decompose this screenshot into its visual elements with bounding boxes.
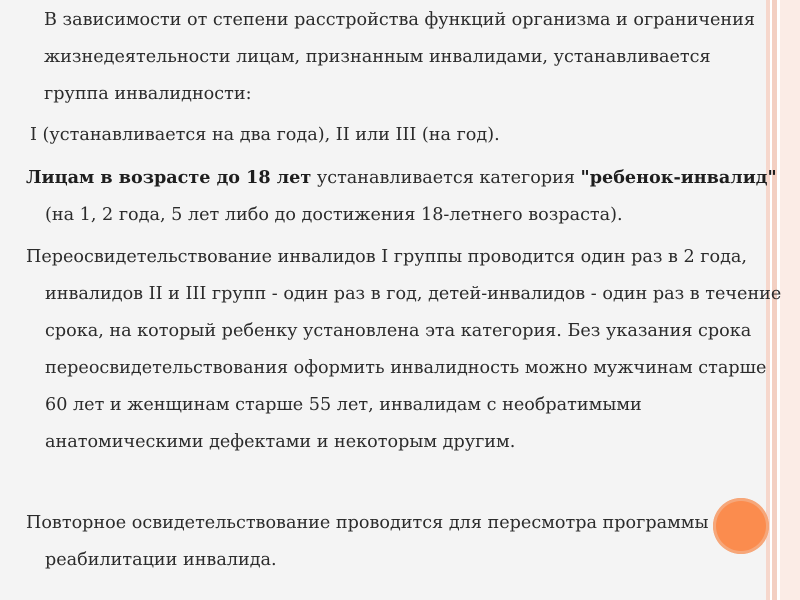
- paragraph-disability-group-intro: В зависимости от степени расстройства функций организма и ограничения жизнедеятельности лицам, признанным инвалидами, устанавливается группа инвалидности:: [44, 10, 755, 104]
- text-category-terms: (на 1, 2 года, 5 лет либо до достижения 18-летнего возраста).: [45, 205, 623, 225]
- paragraph-child-disabled: [26, 159, 795, 234]
- text-category-set: устанавливается категория: [311, 168, 581, 188]
- bold-text-age-under-18: Лицам в возрасте до 18 лет: [26, 167, 312, 188]
- paragraph-reexamination-schedule: Переосвидетельствование инвалидов I группы проводится один раз в 2 года, инвалидов II и III групп - один раз в год, детей-инвалидов - один раз в течение срока, на который ребенку установлена эта категория. Без указания срока переосвидетельствования оформить инвалидность можно мужчинам старше 60 лет и женщинам старше 55 лет, инвалидам с необратимыми анатомическими дефектами и некоторым другим.: [26, 247, 782, 452]
- paragraph-group-durations: I (устанавливается на два года), II или III (на год).: [30, 125, 500, 145]
- bold-text-child-disabled-category: "ребенок-инвалид": [580, 167, 777, 188]
- paragraph-repeat-examination: Повторное освидетельствование проводится для пересмотра программы реабилитации инвалида.: [26, 513, 709, 570]
